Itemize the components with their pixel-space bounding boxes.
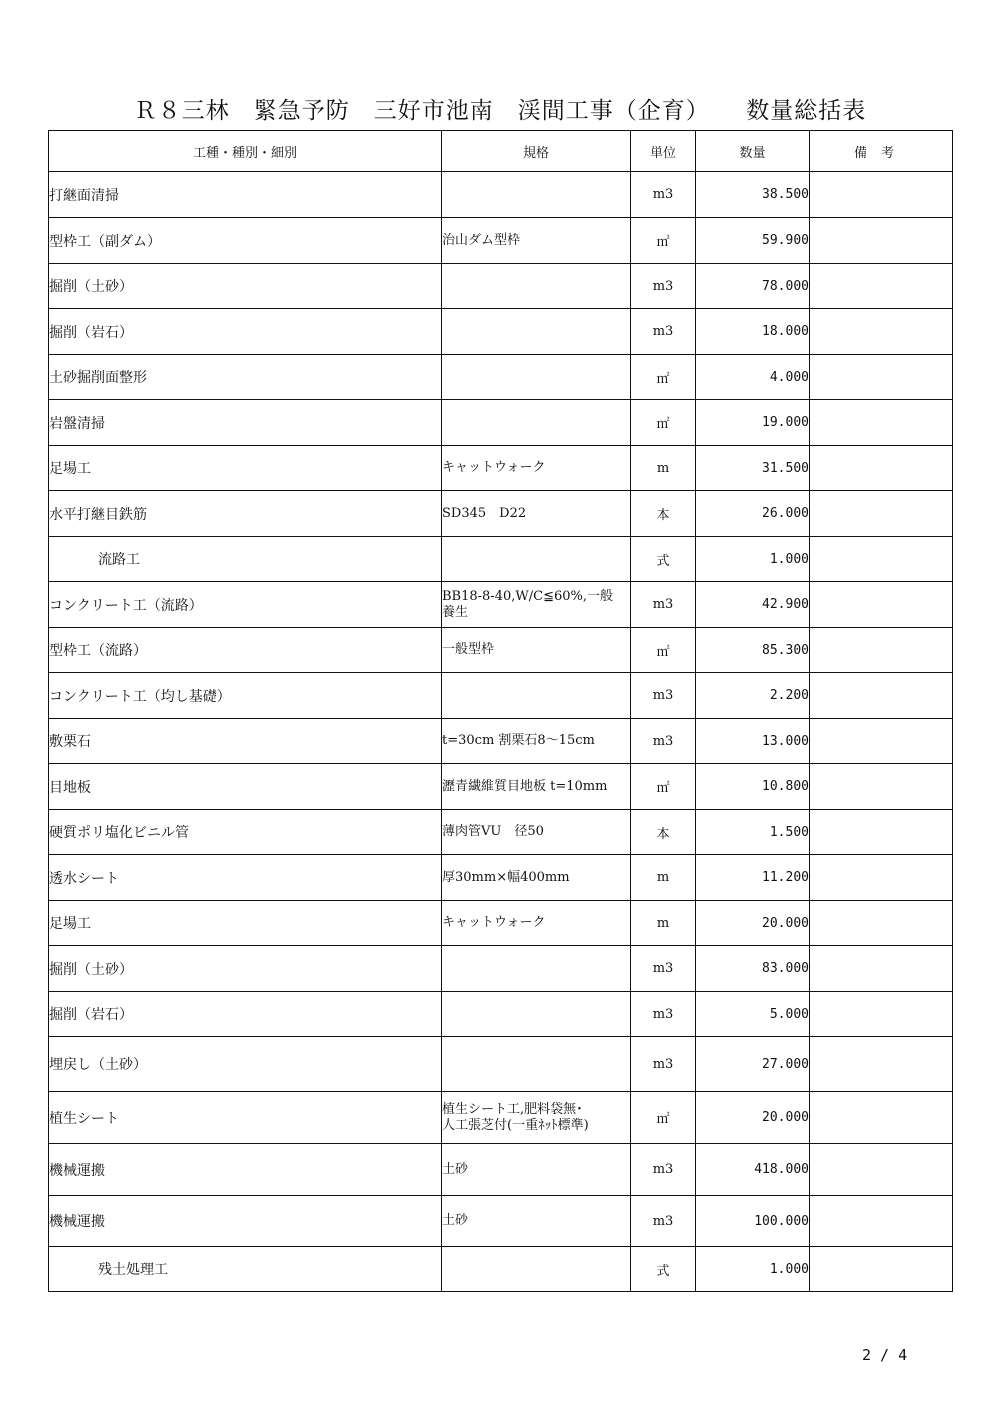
unit-cell: 本 <box>631 491 696 537</box>
work-item-name: 流路工 <box>49 537 442 582</box>
work-item-name: 透水シート <box>49 855 442 901</box>
table-row <box>49 582 953 628</box>
unit-cell: m3 <box>631 309 696 355</box>
table-row <box>49 309 953 355</box>
page-number: 2 / 4 <box>862 1346 908 1364</box>
spec-cell: キャットウォーク <box>442 446 631 491</box>
remarks-cell <box>810 400 953 446</box>
spec-cell: 土砂 <box>442 1144 631 1196</box>
quantity-cell: 4.000 <box>696 355 810 400</box>
quantity-cell: 11.200 <box>696 855 810 901</box>
table-row <box>49 673 953 719</box>
spec-cell <box>442 673 631 719</box>
quantity-cell: 19.000 <box>696 400 810 446</box>
remarks-cell <box>810 764 953 810</box>
spec-cell <box>442 1247 631 1292</box>
table-row <box>49 218 953 264</box>
spec-cell: 土砂 <box>442 1196 631 1247</box>
spec-cell <box>442 400 631 446</box>
quantity-cell: 59.900 <box>696 218 810 264</box>
table-row <box>49 1037 953 1092</box>
work-item-name: 機械運搬 <box>49 1196 442 1247</box>
quantity-summary-table <box>48 130 953 1292</box>
table-row <box>49 810 953 855</box>
spec-cell: 薄肉管VU 径50 <box>442 810 631 855</box>
work-item-name: 型枠工（流路） <box>49 628 442 673</box>
quantity-cell: 85.300 <box>696 628 810 673</box>
work-item-name: 水平打継目鉄筋 <box>49 491 442 537</box>
unit-cell: m3 <box>631 673 696 719</box>
quantity-cell: 2.200 <box>696 673 810 719</box>
unit-cell: m3 <box>631 719 696 764</box>
table-row <box>49 537 953 582</box>
remarks-cell <box>810 264 953 309</box>
quantity-cell: 18.000 <box>696 309 810 355</box>
remarks-cell <box>810 855 953 901</box>
remarks-cell <box>810 628 953 673</box>
header-work-type: 工種・種別・細別 <box>49 131 442 172</box>
quantity-cell: 26.000 <box>696 491 810 537</box>
quantity-cell: 10.800 <box>696 764 810 810</box>
quantity-cell: 20.000 <box>696 1092 810 1144</box>
remarks-cell <box>810 218 953 264</box>
table-row <box>49 946 953 992</box>
document-title: Ｒ８三林 緊急予防 三好市池南 渓間工事（企育） 数量総括表 <box>133 98 867 124</box>
work-item-name: コンクリート工（流路） <box>49 582 442 628</box>
work-item-name: 土砂掘削面整形 <box>49 355 442 400</box>
remarks-cell <box>810 172 953 218</box>
remarks-cell <box>810 901 953 946</box>
quantity-cell: 1.000 <box>696 1247 810 1292</box>
work-item-name: 足場工 <box>49 901 442 946</box>
spec-cell <box>442 992 631 1037</box>
remarks-cell <box>810 1196 953 1247</box>
remarks-cell <box>810 1144 953 1196</box>
quantity-cell: 1.500 <box>696 810 810 855</box>
unit-cell: m3 <box>631 1144 696 1196</box>
table-header-row <box>49 131 953 172</box>
unit-cell: m3 <box>631 1196 696 1247</box>
unit-cell: 本 <box>631 810 696 855</box>
table-row <box>49 855 953 901</box>
table-row <box>49 719 953 764</box>
quantity-cell: 100.000 <box>696 1196 810 1247</box>
remarks-cell <box>810 355 953 400</box>
spec-cell <box>442 309 631 355</box>
quantity-cell: 418.000 <box>696 1144 810 1196</box>
header-remarks: 備考 <box>810 131 953 172</box>
remarks-cell <box>810 719 953 764</box>
quantity-cell: 20.000 <box>696 901 810 946</box>
remarks-cell <box>810 582 953 628</box>
spec-cell <box>442 1037 631 1092</box>
spec-cell: BB18-8-40,W/C≦60%,一般 養生 <box>442 582 631 628</box>
spec-cell: キャットウォーク <box>442 901 631 946</box>
spec-cell: SD345 D22 <box>442 491 631 537</box>
unit-cell: m3 <box>631 1037 696 1092</box>
spec-cell: 治山ダム型枠 <box>442 218 631 264</box>
table-row <box>49 1092 953 1144</box>
work-item-name: 岩盤清掃 <box>49 400 442 446</box>
table-row <box>49 355 953 400</box>
work-item-name: 機械運搬 <box>49 1144 442 1196</box>
quantity-cell: 78.000 <box>696 264 810 309</box>
table-row <box>49 628 953 673</box>
remarks-cell <box>810 810 953 855</box>
remarks-cell <box>810 673 953 719</box>
table-row <box>49 764 953 810</box>
table-row <box>49 491 953 537</box>
work-item-name: 掘削（岩石） <box>49 309 442 355</box>
table-row <box>49 901 953 946</box>
work-item-name: 足場工 <box>49 446 442 491</box>
work-item-name: コンクリート工（均し基礎） <box>49 673 442 719</box>
header-unit: 単位 <box>631 131 696 172</box>
work-item-name: 掘削（土砂） <box>49 264 442 309</box>
unit-cell: m3 <box>631 172 696 218</box>
unit-cell: m3 <box>631 582 696 628</box>
remarks-cell <box>810 1247 953 1292</box>
table-row <box>49 1144 953 1196</box>
table-row <box>49 172 953 218</box>
remarks-cell <box>810 1037 953 1092</box>
spec-cell: 厚30mm×幅400mm <box>442 855 631 901</box>
spec-cell <box>442 537 631 582</box>
remarks-cell <box>810 309 953 355</box>
remarks-cell <box>810 1092 953 1144</box>
unit-cell: m <box>631 901 696 946</box>
work-item-name: 掘削（土砂） <box>49 946 442 992</box>
unit-cell: m3 <box>631 264 696 309</box>
unit-cell: ㎡ <box>631 1092 696 1144</box>
spec-cell: t=30cm 割栗石8～15cm <box>442 719 631 764</box>
unit-cell: ㎡ <box>631 764 696 810</box>
unit-cell: m <box>631 855 696 901</box>
table-row <box>49 1247 953 1292</box>
spec-cell: 植生シート工,肥料袋無･ 人工張芝付(一重ﾈｯﾄ標準) <box>442 1092 631 1144</box>
unit-cell: ㎡ <box>631 628 696 673</box>
remarks-cell <box>810 446 953 491</box>
table-body <box>49 172 953 1292</box>
work-item-name: 目地板 <box>49 764 442 810</box>
quantity-cell: 27.000 <box>696 1037 810 1092</box>
work-item-name: 打継面清掃 <box>49 172 442 218</box>
spec-cell <box>442 355 631 400</box>
work-item-name: 埋戻し（土砂） <box>49 1037 442 1092</box>
quantity-cell: 83.000 <box>696 946 810 992</box>
header-quantity: 数量 <box>696 131 810 172</box>
unit-cell: 式 <box>631 1247 696 1292</box>
spec-cell: 一般型枠 <box>442 628 631 673</box>
spec-cell <box>442 264 631 309</box>
unit-cell: 式 <box>631 537 696 582</box>
quantity-cell: 31.500 <box>696 446 810 491</box>
quantity-cell: 13.000 <box>696 719 810 764</box>
table-row <box>49 1196 953 1247</box>
quantity-cell: 1.000 <box>696 537 810 582</box>
work-item-name: 植生シート <box>49 1092 442 1144</box>
spec-cell <box>442 172 631 218</box>
unit-cell: ㎡ <box>631 400 696 446</box>
quantity-cell: 5.000 <box>696 992 810 1037</box>
spec-cell: 瀝青繊維質目地板 t=10mm <box>442 764 631 810</box>
quantity-cell: 42.900 <box>696 582 810 628</box>
header-spec: 規格 <box>442 131 631 172</box>
unit-cell: m3 <box>631 992 696 1037</box>
table-row <box>49 264 953 309</box>
spec-cell <box>442 946 631 992</box>
work-item-name: 残土処理工 <box>49 1247 442 1292</box>
table-row <box>49 992 953 1037</box>
remarks-cell <box>810 537 953 582</box>
work-item-name: 掘削（岩石） <box>49 992 442 1037</box>
work-item-name: 敷栗石 <box>49 719 442 764</box>
unit-cell: m <box>631 446 696 491</box>
table-row <box>49 400 953 446</box>
work-item-name: 硬質ポリ塩化ビニル管 <box>49 810 442 855</box>
unit-cell: ㎡ <box>631 218 696 264</box>
table-row <box>49 446 953 491</box>
work-item-name: 型枠工（副ダム） <box>49 218 442 264</box>
quantity-cell: 38.500 <box>696 172 810 218</box>
remarks-cell <box>810 946 953 992</box>
unit-cell: ㎡ <box>631 355 696 400</box>
remarks-cell <box>810 491 953 537</box>
remarks-cell <box>810 992 953 1037</box>
unit-cell: m3 <box>631 946 696 992</box>
